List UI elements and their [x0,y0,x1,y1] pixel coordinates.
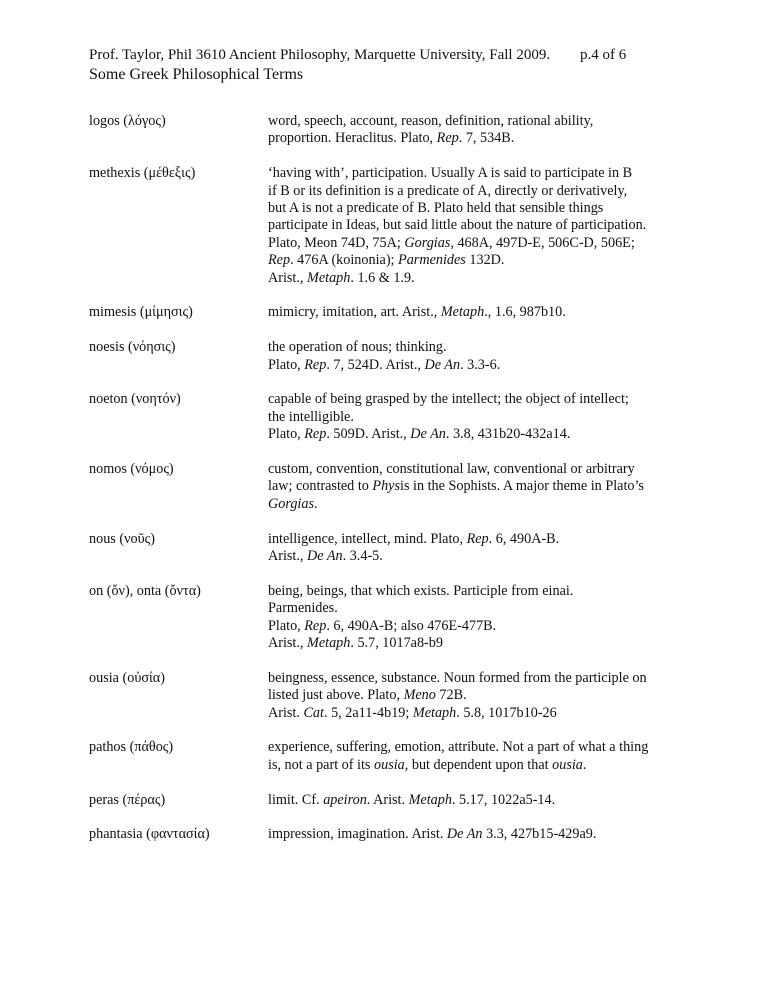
definition-text: . 5, 2a11-4b19; [323,704,413,721]
glossary-definition [268,531,678,566]
definition-text: . 6, 490A-B. [488,530,560,547]
definition-line [268,165,678,182]
definition-text: is, not a part of its [268,756,374,773]
glossary-term: mimesis (μίμησις) [89,304,193,321]
glossary-term: noeton (νοητόν) [89,391,181,408]
glossary-term: peras (πέρας) [89,791,166,808]
glossary-definition [268,739,678,774]
glossary-entry [89,739,689,774]
glossary-entry [89,583,689,653]
definition-line [268,183,678,200]
definition-line [268,391,678,408]
italic-citation: Metaph [440,304,485,321]
definition-text: . 7, 534B. [458,130,515,147]
definition-text: is in the Sophists. A major theme in Plato’s [400,478,644,495]
definition-line [268,461,678,478]
definition-text: . 5.17, 1022a5-14. [451,791,556,808]
glossary-entry [89,339,689,374]
italic-citation: Metaph [307,635,351,652]
definition-line [268,113,678,130]
definition-text: . 3.8, 431b20-432a14. [445,426,571,443]
definition-text: 132D. [465,252,505,269]
glossary-entry [89,792,689,809]
glossary-entry [89,461,689,513]
definition-text: Plato, [268,426,305,443]
definition-text: word, speech, account, reason, definition, rational ability, [268,113,594,129]
italic-citation: Cat [303,704,324,721]
definition-line [268,670,678,687]
italic-citation: Rep [304,356,327,373]
italic-citation: ousia [374,756,405,773]
definition-line [268,739,678,756]
definition-text: Arist., [268,548,308,565]
definition-text: experience, suffering, emotion, attribute. Not a part of what a thing [268,739,649,756]
definition-text: the operation of nous; thinking. [268,339,447,356]
glossary-definition [268,670,678,722]
definition-text: being, beings, that which exists. Participle from einai. [268,582,574,599]
definition-line [268,270,678,287]
definition-text: Arist., [268,635,308,652]
glossary-term: noesis (νόησις) [89,339,176,356]
definition-text: listed just above. Plato, [268,687,404,704]
definition-text: mimicry, imitation, art. Arist., [268,304,441,321]
definition-text: Parmenides. [268,600,338,617]
definition-line [268,548,678,565]
definition-text: . [582,756,587,773]
definition-line [268,304,678,321]
glossary-entry [89,304,689,321]
definition-text: proportion. Heraclitus. Plato, [268,130,437,147]
glossary-term: pathos (πάθος) [89,739,174,756]
definition-text: the intelligible. [268,408,354,425]
italic-citation: Rep [304,617,327,634]
glossary-term: nomos (νόμος) [89,461,174,478]
definition-text: impression, imagination. Arist. [268,826,447,843]
definition-line [268,339,678,356]
glossary-term: ousia (οὐσία) [89,669,165,686]
definition-line [268,705,678,722]
definition-line [268,200,678,217]
italic-citation: Rep [304,426,327,443]
definition-text: but A is not a predicate of B. Plato held that sensible things [268,200,604,217]
glossary-definition [268,165,678,287]
italic-citation: Metaph [412,704,457,721]
glossary-term: logos (λόγος) [89,113,166,129]
definition-text: . 509D. Arist., [326,426,411,443]
glossary-entry [89,826,689,843]
italic-citation: Metaph [307,269,351,286]
glossary-definition [268,826,678,843]
italic-citation: Rep [466,530,489,547]
definition-text: capable of being grasped by the intellect; the object of intellect; [268,391,629,408]
definition-text: . Arist. [366,791,409,808]
definition-text: Plato, Meon 74D, 75A; [268,234,405,251]
italic-citation: De An [307,548,343,565]
definition-line [268,531,678,548]
definition-text: , 468A, 497D-E, 506C-D, 506E; [450,234,635,251]
definition-line [268,478,678,495]
glossary-definition [268,391,678,443]
italic-citation: Meno [403,687,436,704]
definition-text: . [313,495,318,512]
definition-text: Plato, [268,356,305,373]
definition-line [268,217,678,234]
definition-text: Arist. [268,704,304,721]
glossary-definition [268,792,678,809]
italic-citation: apeiron [323,791,367,808]
document-subtitle: Some Greek Philosophical Terms [89,66,304,83]
italic-citation: Phys [372,478,400,495]
definition-line [268,130,678,147]
glossary-term: nous (νοῦς) [89,530,155,547]
definition-line [268,426,678,443]
glossary-entry [89,391,689,443]
italic-citation: De An [424,356,461,373]
definition-text: Plato, [268,617,305,634]
definition-text: . 3.3-6. [460,356,501,373]
definition-line [268,496,678,513]
definition-line [268,792,678,809]
italic-citation: Parmenides [398,252,466,269]
definition-line [268,600,678,617]
definition-line [268,618,678,635]
definition-text: ., 1.6, 987b10. [484,304,566,321]
header-line [89,45,689,65]
definition-text: beingness, essence, substance. Noun formed from the participle on [268,669,647,686]
italic-citation: Rep [268,252,291,269]
definition-text: intelligence, intellect, mind. Plato, [268,530,467,547]
page-number: p.4 of 6 [580,47,627,63]
italic-citation: Gorgias [404,234,451,251]
italic-citation: ousia [552,756,583,773]
definition-line [268,583,678,600]
glossary-term: phantasia (φαντασία) [89,826,210,843]
definition-text: . 1.6 & 1.9. [350,269,415,286]
definition-line [268,357,678,374]
definition-text: , but dependent upon that [404,756,553,773]
glossary-definition [268,583,678,653]
definition-line [268,826,678,843]
definition-line [268,635,678,652]
definition-text: . 3.4-5. [342,548,383,565]
definition-text: if B or its definition is a predicate of A, directly or derivatively, [268,182,628,199]
definition-text: . 6, 490A-B; also 476E-477B. [326,617,497,634]
glossary-entry [89,531,689,566]
definition-text: ‘having with’, participation. Usually A is said to participate in B [268,165,633,182]
definition-text: 72B. [435,687,467,704]
glossary-term: methexis (μέθεξις) [89,165,196,182]
definition-text: 3.3, 427b15-429a9. [482,826,597,843]
definition-line [268,757,678,774]
definition-text: custom, convention, constitutional law, conventional or arbitrary [268,461,635,478]
glossary-entry [89,670,689,722]
definition-line [268,252,678,269]
definition-line [268,409,678,426]
definition-text: . 7, 524D. Arist., [326,356,425,373]
definition-text: limit. Cf. [268,791,324,808]
italic-citation: De An [410,426,446,443]
definition-text: . 476A (koinonia); [290,252,399,269]
glossary-definition [268,304,678,321]
definition-text: participate in Ideas, but said little about the nature of participation. [268,217,647,234]
glossary-term: on (ὄν), onta (ὄντα) [89,582,201,599]
course-info: Prof. Taylor, Phil 3610 Ancient Philosophy, Marquette University, Fall 2009. [89,47,551,63]
glossary-entry [89,113,689,148]
page-header [89,45,689,85]
glossary-definition [268,113,678,148]
italic-citation: Gorgias [268,495,314,512]
glossary-definition [268,461,678,513]
definition-line [268,235,678,252]
glossary-list [89,113,689,861]
definition-text: . 5.7, 1017a8-b9 [350,635,443,652]
italic-citation: Rep [436,130,459,147]
definition-text: law; contrasted to [268,478,373,495]
italic-citation: Metaph [408,791,452,808]
glossary-definition [268,339,678,374]
definition-text: . 5.8, 1017b10-26 [456,704,557,721]
glossary-entry [89,165,689,287]
italic-citation: De An [446,826,483,843]
definition-text: Arist., [268,269,308,286]
definition-line [268,687,678,704]
